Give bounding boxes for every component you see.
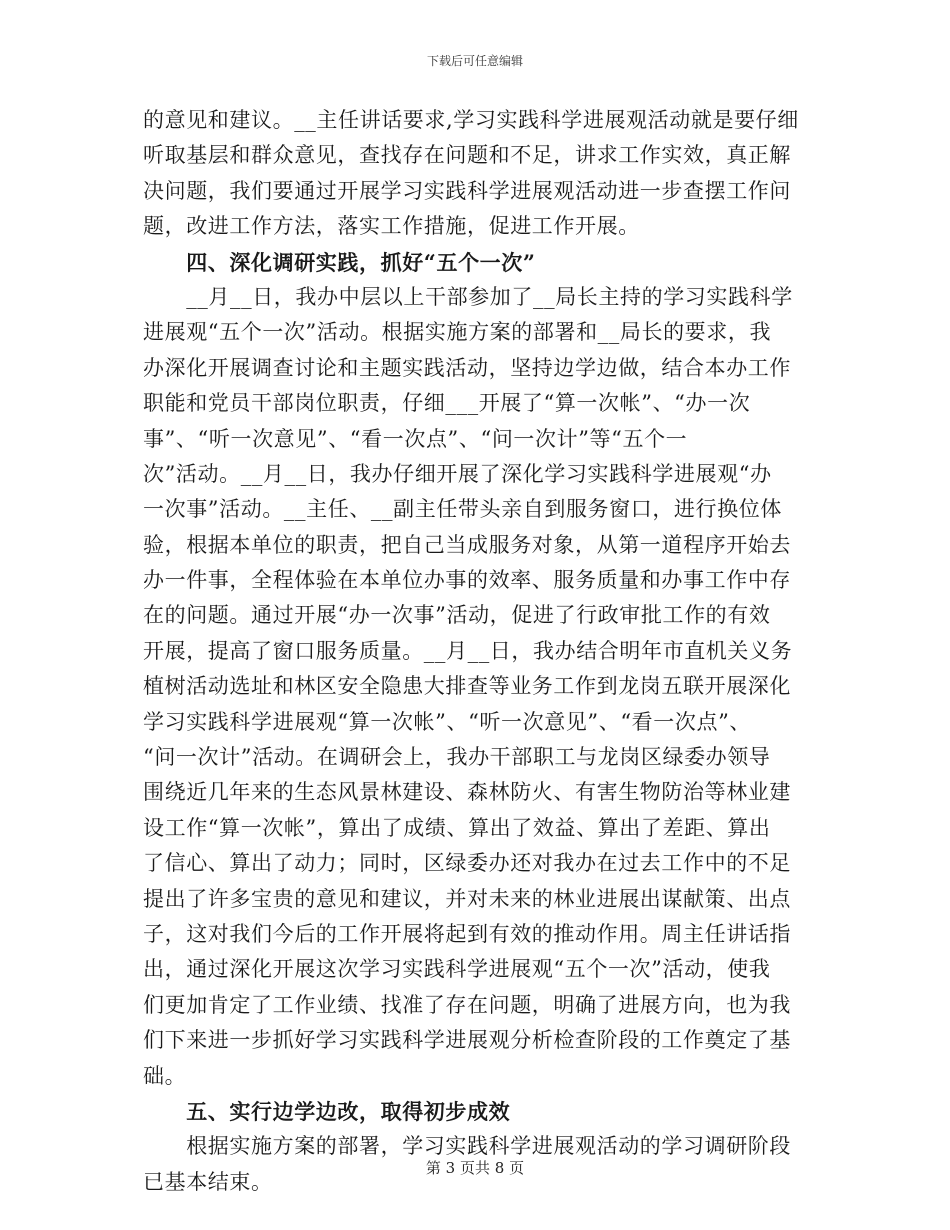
text-line: 们更加肯定了工作业绩、找准了存在问题，明确了进展方向，也为我 <box>143 992 791 1017</box>
text-line: 听取基层和群众意见，查找存在问题和不足，讲求工作实效，真正解 <box>143 143 791 168</box>
text-line: 决问题，我们要通过开展学习实践科学进展观活动进一步查摆工作问 <box>143 178 791 203</box>
text-line: 子，这对我们今后的工作开展将起到有效的推动作用。周主任讲话指 <box>143 921 791 946</box>
text-line: 了信心、算出了动力；同时，区绿委办还对我办在过去工作中的不足 <box>143 851 791 876</box>
text-line: 办深化开展调查讨论和主题实践活动，坚持边学边做，结合本办工作 <box>143 355 791 380</box>
text-line: 已基本结束。 <box>143 1169 273 1194</box>
text-line: 次”活动。__月__日，我办仔细开展了深化学习实践科学进展观“办 <box>143 461 772 486</box>
text-line: 提出了许多宝贵的意见和建议，并对未来的林业进展出谋献策、出点 <box>143 886 791 911</box>
text-line: 植树活动选址和林区安全隐患大排查等业务工作到龙岗五联开展深化 <box>143 674 791 699</box>
text-line: 设工作“算一次帐”，算出了成绩、算出了效益、算出了差距、算出 <box>143 815 771 840</box>
section-heading-5: 五、实行边学边改，取得初步成效 <box>143 1098 511 1124</box>
text-line: 础。 <box>143 1063 187 1088</box>
text-line: 根据实施方案的部署，学习实践科学进展观活动的学习调研阶段 <box>143 1134 791 1159</box>
text-line: 的意见和建议。__主任讲话要求,学习实践科学进展观活动就是要仔细 <box>143 108 799 132</box>
text-line: 一次事”活动。__主任、__副主任带头亲自到服务窗口，进行换位体 <box>143 497 782 522</box>
text-line: 出，通过深化开展这次学习实践科学进展观“五个一次”活动，使我 <box>143 957 771 982</box>
text-line: 围绕近几年来的生态风景林建设、森林防火、有害生物防治等林业建 <box>143 780 791 805</box>
text-line: 事”、“听一次意见”、“看一次点”、“问一次计”等“五个一 <box>143 426 688 451</box>
page-header: 下载后可任意编辑 <box>426 54 523 68</box>
text-line: 验，根据本单位的职责，把自己当成服务对象，从第一道程序开始去 <box>143 532 791 557</box>
text-line: 在的问题。通过开展“办一次事”活动，促进了行政审批工作的有效 <box>143 603 771 628</box>
text-line: 开展，提高了窗口服务质量。__月__日，我办结合明年市直机关义务 <box>143 638 793 663</box>
text-line: 们下来进一步抓好学习实践科学进展观分析检查阶段的工作奠定了基 <box>143 1028 791 1053</box>
section-heading-4: 四、深化调研实践，抓好“五个一次” <box>143 249 536 275</box>
text-line: 办一件事，全程体验在本单位办事的效率、服务质量和办事工作中存 <box>143 568 791 593</box>
text-line: “问一次计”活动。在调研会上，我办干部职工与龙岗区绿委办领导 <box>143 745 771 770</box>
text-line: 学习实践科学进展观“算一次帐”、“听一次意见”、“看一次点”、 <box>143 709 752 734</box>
text-line: __月__日，我办中层以上干部参加了__局长主持的学习实践科学 <box>143 284 793 309</box>
text-line: 职能和党员干部岗位职责，仔细___开展了“算一次帐”、“办一次 <box>143 391 751 416</box>
text-line: 进展观“五个一次”活动。根据实施方案的部署和__局长的要求，我 <box>143 320 772 345</box>
text-line: 题，改进工作方法，落实工作措施，促进工作开展。 <box>143 214 640 239</box>
document-body <box>143 103 811 1200</box>
page-footer: 第 3 页共 8 页 <box>425 1159 525 1177</box>
